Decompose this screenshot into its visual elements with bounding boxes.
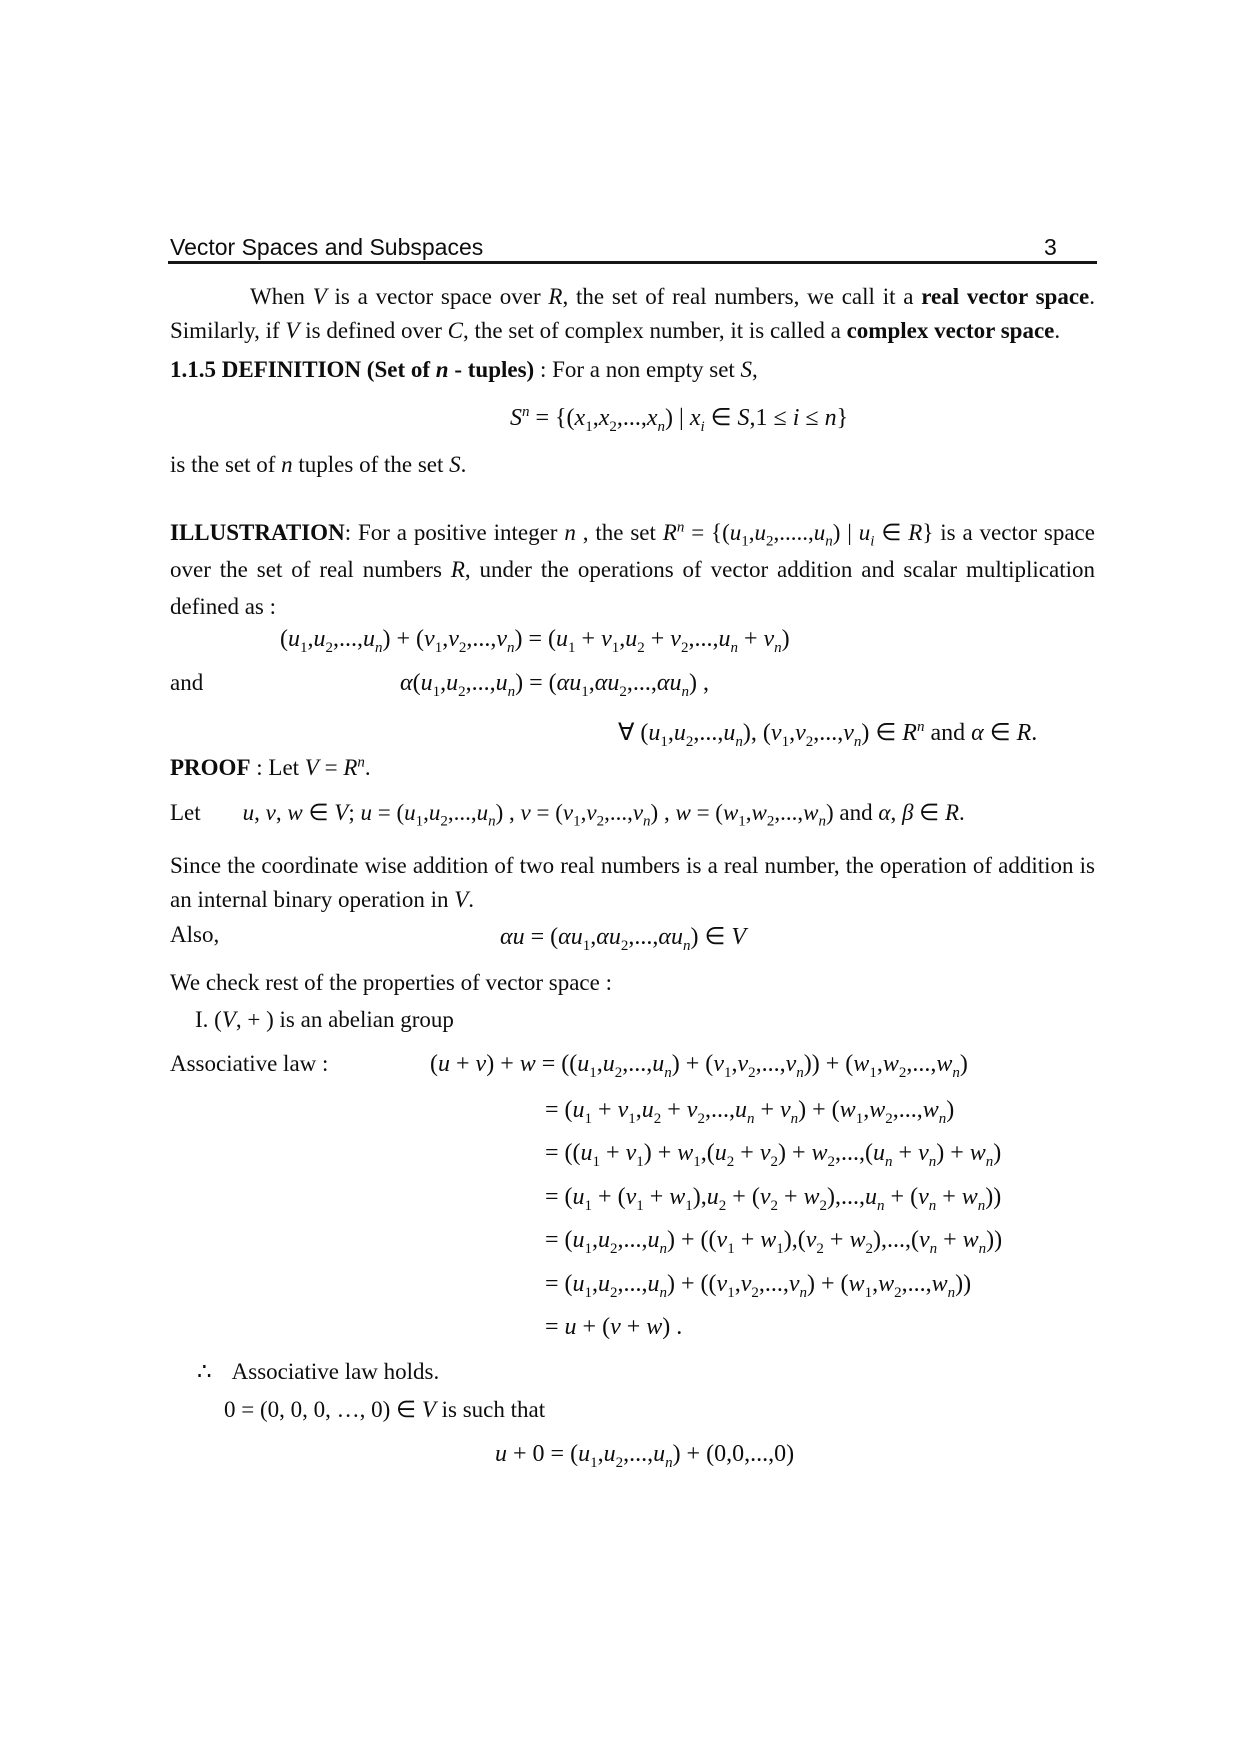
associative-law-label: Associative law : <box>170 1051 329 1076</box>
paragraph-intro: When V is a vector space over R, the set of real numbers, we call it a real vector space. Similarly, if V is defined over C, the set of complex number, it is called a complex vector space. <box>170 284 1095 343</box>
therefore-symbol: ∴ <box>197 1359 212 1384</box>
line-set-of-n-tuples: is the set of n tuples of the set S. <box>170 452 467 477</box>
forall-condition-line: ∀ $(u_1,u_2,...,u_n)$, $(v_1,v_2,...,v_n)$ ∈ $R^n$ and α ∈ R. <box>618 719 1038 750</box>
equation-assoc-step-1: $(u + v) + w = ((u_1,u_2,...,u_n) + (v_1,v_2,...,v_n)) + (w_1,w_2,...,w_n)$ <box>430 1051 968 1081</box>
check-properties-line: We check rest of the properties of vector space : <box>170 970 612 995</box>
equation-assoc-step-2: = $(u_1 + v_1,u_2 + v_2,...,u_n + v_n) + (w_1,w_2,...,w_n)$ <box>545 1097 955 1127</box>
page-number: 3 <box>1044 234 1057 260</box>
equation-assoc-step-5: = $(u_1,u_2,...,u_n) + ((v_1 + w_1),(v_2 + w_2),...,(v_n + w_n))$ <box>545 1227 1003 1257</box>
equation-assoc-step-7: = u + (v + w) . <box>545 1314 683 1340</box>
paragraph-illustration: ILLUSTRATION: For a positive integer n , the set $R^n = \{(u_1,u_2,.....,u_n)$ | $u_i$ ∈ R} is a vector space over the set of real numbers R, under the operations of vector addition and scalar multiplication defined as : <box>170 519 1095 619</box>
paragraph-since: Since the coordinate wise addition of two real numbers is a real number, the operation of addition is an internal binary operation in V. <box>170 853 1095 912</box>
header-rule <box>168 261 1097 264</box>
also-label: Also, <box>170 922 220 947</box>
equation-scalar-multiplication: $\alpha(u_1,u_2,...,u_n) = (\alpha u_1,\alpha u_2,...,\alpha u_n)$ , <box>400 670 709 700</box>
and-label: and <box>170 670 204 695</box>
let-content: u, v, w ∈ V; $u = (u_1,u_2,...,u_n)$ , $v = (v_1,v_2,...,v_n)$ , $w = (w_1,w_2,...,w_n)$ and α, β ∈ R. <box>242 800 965 830</box>
zero-vector-line: 0 = (0, 0, 0, …, 0) ∈ V is such that <box>224 1397 546 1422</box>
equation-u-plus-zero: $u + 0 = (u_1,u_2,...,u_n) + (0,0,...,0)$ <box>495 1441 795 1471</box>
equation-sn-definition: $S^n = \{(x_1,x_2,...,x_n)$ | $x_i$ ∈ S,1 ≤ i ≤ n} <box>510 404 849 435</box>
let-line <box>170 800 965 830</box>
let-label: Let <box>170 800 201 825</box>
therefore-text: Associative law holds. <box>231 1359 440 1384</box>
proof-heading-line: PROOF : Let $V = R^n$. <box>170 754 371 780</box>
equation-alpha-u: $\alpha u = (\alpha u_1,\alpha u_2,...,\alpha u_n)$ ∈ V <box>500 924 747 954</box>
definition-heading: 1.1.5 DEFINITION (Set of n - tuples) : For a non empty set S, <box>170 357 758 382</box>
abelian-group-line: I. (V, + ) is an abelian group <box>195 1007 454 1032</box>
equation-assoc-step-4: = $(u_1 + (v_1 + w_1),u_2 + (v_2 + w_2),...,u_n + (v_n + w_n))$ <box>545 1184 1002 1214</box>
equation-assoc-step-6: = $(u_1,u_2,...,u_n) + ((v_1,v_2,...,v_n) + (w_1,w_2,...,w_n))$ <box>545 1271 972 1301</box>
equation-vector-addition: $(u_1,u_2,...,u_n) + (v_1,v_2,...,v_n) = (u_1 + v_1,u_2 + v_2,...,u_n + v_n)$ <box>280 626 790 656</box>
equation-assoc-step-3: = $((u_1 + v_1) + w_1,(u_2 + v_2) + w_2,...,(u_n + v_n) + w_n)$ <box>545 1140 1002 1170</box>
therefore-line <box>197 1359 439 1385</box>
running-header-title: Vector Spaces and Subspaces <box>170 234 484 260</box>
